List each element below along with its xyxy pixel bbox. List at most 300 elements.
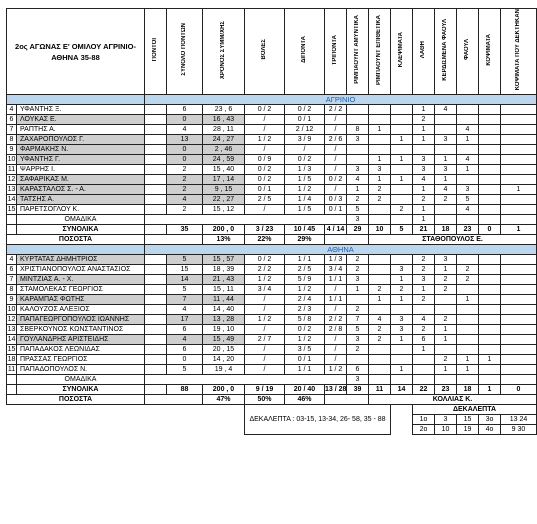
- player-name: ΜΙΝΤΖΙΑΣ Α. - Χ.: [17, 275, 145, 285]
- blank-cell: [145, 235, 203, 245]
- stat-dr: 3: [347, 215, 369, 225]
- stat-dr: [347, 105, 369, 115]
- player-number: 6: [7, 265, 17, 275]
- player-name: ΚΑΡΑΣΤΑΛΟΣ Σ. - Α.: [17, 185, 145, 195]
- stat-st: 2: [391, 205, 413, 215]
- quarter-q2: 3ο: [479, 415, 501, 425]
- stat-blr: [501, 145, 537, 155]
- pct-ft: 47%: [203, 395, 245, 405]
- player-name: ΠΑΡΕΤΣΟΓΛΟΥ Κ.: [17, 205, 145, 215]
- stat-two: 5 / 8: [285, 315, 325, 325]
- stat-fd: 1: [435, 325, 457, 335]
- total-min: 200 , 0: [203, 225, 245, 235]
- stat-or: [369, 365, 391, 375]
- total-dr: 29: [347, 225, 369, 235]
- stat-fd: 1: [435, 365, 457, 375]
- stat-two: /: [285, 145, 325, 155]
- stat-dr: 3: [347, 135, 369, 145]
- stat-or: [369, 205, 391, 215]
- stat-bl: [479, 365, 501, 375]
- stat-pts: 6: [167, 345, 203, 355]
- stat-pf: [457, 315, 479, 325]
- stat-pf: [457, 145, 479, 155]
- stat-ft: /: [245, 365, 285, 375]
- stat-two: 2 / 3: [285, 305, 325, 315]
- player-row: [7, 105, 537, 115]
- stat-bl: 1: [479, 355, 501, 365]
- team-row-label: ΟΜΑΔΙΚΑ: [17, 215, 145, 225]
- stat-pf: 2: [457, 265, 479, 275]
- stat-fd: 2: [435, 315, 457, 325]
- player-number: 9: [7, 145, 17, 155]
- stat-ft: 0 / 1: [245, 185, 285, 195]
- stat-min: 14 , 40: [203, 305, 245, 315]
- stat-dr: 6: [347, 365, 369, 375]
- player-name: ΚΥΡΤΑΤΑΣ ΔΗΜΗΤΡΙΟΣ: [17, 255, 145, 265]
- player-row: [7, 285, 537, 295]
- stat-dr: 3: [347, 165, 369, 175]
- blank-cell: [145, 215, 347, 225]
- stat-ft: 0 / 2: [245, 175, 285, 185]
- total-st: 14: [391, 385, 413, 395]
- points-cell: [145, 165, 167, 175]
- stat-st: [391, 345, 413, 355]
- player-row: [7, 275, 537, 285]
- stat-pf: [457, 255, 479, 265]
- stat-three: /: [325, 305, 347, 315]
- team-name: ΑΓΡΙΝΙΟ: [145, 95, 537, 105]
- stat-three: 2 / 2: [325, 315, 347, 325]
- stat-min: 15 , 57: [203, 255, 245, 265]
- stat-min: 24 , 59: [203, 155, 245, 165]
- stat-min: 13 , 28: [203, 315, 245, 325]
- stat-blr: [501, 265, 537, 275]
- quarter-c: [501, 425, 537, 435]
- stat-fd: 2: [435, 275, 457, 285]
- stat-three: 1 / 2: [325, 365, 347, 375]
- stat-three: /: [325, 165, 347, 175]
- stat-dr: 2: [347, 305, 369, 315]
- blank-cell: [145, 395, 203, 405]
- stat-or: 2: [369, 325, 391, 335]
- player-name: ΨΑΡΡΗΣ Ι.: [17, 165, 145, 175]
- stat-to: [413, 365, 435, 375]
- stat-to: 1: [413, 205, 435, 215]
- stat-dr: [347, 355, 369, 365]
- stat-pf: 1: [457, 295, 479, 305]
- stat-fd: [435, 205, 457, 215]
- quarter-b: 15: [457, 415, 479, 425]
- stat-pts: 5: [167, 285, 203, 295]
- stat-fd: 1: [435, 175, 457, 185]
- stat-pf: 1: [457, 165, 479, 175]
- stat-to: 1: [413, 135, 435, 145]
- blank-cell: [325, 235, 369, 245]
- total-bl: 0: [479, 225, 501, 235]
- stat-blr: [501, 175, 537, 185]
- stat-or: [369, 265, 391, 275]
- stat-min: 14 , 20: [203, 355, 245, 365]
- stat-ft: 2 / 2: [245, 265, 285, 275]
- stat-or: [369, 375, 391, 385]
- total-pts: 35: [167, 225, 203, 235]
- footer-body: [7, 405, 537, 435]
- points-cell: [145, 145, 167, 155]
- stat-min: 2 , 46: [203, 145, 245, 155]
- stat-ft: /: [245, 205, 285, 215]
- stat-to: 2: [413, 255, 435, 265]
- blank-cell: [145, 225, 167, 235]
- stat-three: 3 / 4: [325, 265, 347, 275]
- stat-or: 3: [369, 165, 391, 175]
- player-number: 14: [7, 196, 16, 204]
- stat-dr: [347, 115, 369, 125]
- stat-bl: [479, 105, 501, 115]
- player-row: [7, 165, 537, 175]
- stat-dr: 2: [347, 265, 369, 275]
- stat-min: 21 , 43: [203, 275, 245, 285]
- player-number: 11: [7, 166, 16, 174]
- stat-two: 1 / 4: [285, 195, 325, 205]
- player-row: [7, 155, 537, 165]
- stat-blr: [501, 215, 537, 225]
- stat-to: 2: [413, 195, 435, 205]
- stat-blr: [501, 135, 537, 145]
- stat-pf: [457, 215, 479, 225]
- stat-two: 2 / 5: [285, 265, 325, 275]
- stat-fd: 2: [435, 195, 457, 205]
- stat-ft: /: [245, 325, 285, 335]
- stat-st: [391, 215, 413, 225]
- player-number: 7: [7, 125, 17, 135]
- stat-fd: [435, 305, 457, 315]
- stat-ft: /: [245, 355, 285, 365]
- player-name: ΤΑΤΣΗΣ Α.: [17, 195, 145, 205]
- stat-blr: [501, 275, 537, 285]
- points-cell: [145, 295, 167, 305]
- stat-pf: [457, 325, 479, 335]
- stat-bl: [479, 285, 501, 295]
- col-header: ΧΡΟΝΟΣ ΣΥΜΜ/ΧΗΣ: [203, 9, 245, 95]
- player-row: [7, 195, 537, 205]
- stat-st: 1: [391, 175, 413, 185]
- totals-label: ΣΥΝΟΛΙΚΑ: [17, 385, 145, 395]
- points-cell: [145, 315, 167, 325]
- stat-dr: 5: [347, 325, 369, 335]
- stat-to: 3: [413, 165, 435, 175]
- stat-pts: 7: [167, 295, 203, 305]
- player-name: ΠΡΑΣΣΑΣ ΓΕΩΡΓΙΟΣ: [17, 355, 145, 365]
- stat-fd: [435, 215, 457, 225]
- stat-blr: [501, 195, 537, 205]
- col-header: ΒΟΛΕΣ: [245, 9, 285, 95]
- stat-ft: 1 / 2: [245, 315, 285, 325]
- points-cell: [145, 285, 167, 295]
- stat-dr: 7: [347, 315, 369, 325]
- points-cell: [145, 175, 167, 185]
- total-blr: 0: [501, 385, 537, 395]
- blank-cell: [7, 95, 145, 105]
- stat-min: 9 , 15: [203, 185, 245, 195]
- pct-three: 29%: [285, 235, 325, 245]
- col-header: ΚΟΨΙΜΑΤΑ: [479, 9, 501, 95]
- stat-three: /: [325, 185, 347, 195]
- points-cell: [145, 365, 167, 375]
- total-pf: 18: [457, 385, 479, 395]
- stat-two: 5 / 9: [285, 275, 325, 285]
- player-number: 8: [7, 135, 17, 145]
- stat-dr: 2: [347, 345, 369, 355]
- stat-three: 0 / 3: [325, 195, 347, 205]
- stat-min: 15 , 40: [203, 165, 245, 175]
- stat-to: 1: [413, 105, 435, 115]
- stat-to: 1: [413, 125, 435, 135]
- team-name: ΑΘΗΝΑ: [145, 245, 537, 255]
- stat-st: 1: [391, 155, 413, 165]
- totals-row: [7, 385, 537, 395]
- stat-pf: 2: [457, 275, 479, 285]
- stat-st: 1: [391, 275, 413, 285]
- stat-st: 3: [391, 325, 413, 335]
- total-min: 200 , 0: [203, 385, 245, 395]
- points-cell: [145, 195, 167, 205]
- stat-pf: [457, 345, 479, 355]
- header-row: [7, 9, 537, 95]
- stat-or: 2: [369, 335, 391, 345]
- col-header: ΔΙΠΟΝΤΑ: [285, 9, 325, 95]
- stat-two: 1 / 1: [285, 365, 325, 375]
- points-cell: [145, 155, 167, 165]
- stat-pts: 2: [167, 205, 203, 215]
- blank-cell: [325, 395, 369, 405]
- player-number: 13: [7, 186, 16, 194]
- stat-three: 2 / 6: [325, 135, 347, 145]
- player-row: [7, 125, 537, 135]
- stat-three: /: [325, 335, 347, 345]
- blank-cell: [145, 375, 347, 385]
- stat-fd: 3: [435, 135, 457, 145]
- points-cell: [145, 185, 167, 195]
- stat-ft: 0 / 2: [245, 105, 285, 115]
- totals-label: ΣΥΝΟΛΙΚΑ: [17, 225, 145, 235]
- stat-three: /: [325, 125, 347, 135]
- stat-two: 2 / 4: [285, 295, 325, 305]
- stat-st: 3: [391, 265, 413, 275]
- blank-cell: [7, 425, 245, 435]
- stat-min: 23 , 6: [203, 105, 245, 115]
- stat-two: 0 / 2: [285, 325, 325, 335]
- player-number: 13: [7, 326, 16, 334]
- box-score-table: [6, 8, 537, 435]
- stat-bl: [479, 115, 501, 125]
- stat-two: 1 / 5: [285, 175, 325, 185]
- stat-blr: [501, 285, 537, 295]
- coach-name: ΚΟΛΛΙΑΣ Κ.: [369, 395, 537, 405]
- stat-three: 0 / 2: [325, 175, 347, 185]
- stat-pts: 15: [167, 265, 203, 275]
- stat-pf: 4: [457, 155, 479, 165]
- stat-min: 11 , 44: [203, 295, 245, 305]
- player-name: ΥΦΑΝΤΗΣ Γ.: [17, 155, 145, 165]
- player-number: 12: [7, 316, 16, 324]
- total-or: 11: [369, 385, 391, 395]
- stat-two: 1 / 2: [285, 335, 325, 345]
- stat-to: [413, 355, 435, 365]
- quarter-d: 24: [519, 416, 528, 424]
- stat-st: [391, 185, 413, 195]
- stat-pts: 5: [167, 365, 203, 375]
- stat-ft: /: [245, 345, 285, 355]
- stat-or: 1: [369, 175, 391, 185]
- stat-fd: [435, 145, 457, 155]
- stat-or: [369, 305, 391, 315]
- stat-fd: [435, 115, 457, 125]
- team-stats-row: [7, 215, 537, 225]
- stat-st: [391, 195, 413, 205]
- stat-pts: 6: [167, 105, 203, 115]
- stat-blr: [501, 255, 537, 265]
- player-row: [7, 205, 537, 215]
- stat-or: 2: [369, 195, 391, 205]
- stat-st: [391, 145, 413, 155]
- stat-bl: [479, 275, 501, 285]
- stat-min: 17 , 14: [203, 175, 245, 185]
- stat-blr: [501, 325, 537, 335]
- team1-body: [7, 95, 537, 245]
- quarter-a: 10: [435, 425, 457, 435]
- stat-st: [391, 305, 413, 315]
- stat-two: 1 / 3: [285, 165, 325, 175]
- points-cell: [145, 105, 167, 115]
- stat-two: 2 / 12: [285, 125, 325, 135]
- stat-or: 4: [369, 315, 391, 325]
- quarter-c: 9: [511, 426, 516, 434]
- player-row: [7, 145, 537, 155]
- dekalepta-scores: ΔΕΚΑΛΕΠΤΑ : 03-15, 13-34, 26- 58, 35 - 88: [245, 405, 391, 435]
- player-number: 14: [7, 336, 16, 344]
- total-blr: 1: [501, 225, 537, 235]
- points-cell: [145, 325, 167, 335]
- team-heading-row: [7, 245, 537, 255]
- stat-pts: 14: [167, 275, 203, 285]
- stat-pts: 2: [167, 185, 203, 195]
- col-header: ΚΕΡΔΙΣΜΕΝΑ ΦΑΟΥΛ: [435, 9, 457, 95]
- player-number: 7: [7, 275, 17, 285]
- stat-pts: 2: [167, 165, 203, 175]
- stat-dr: 1: [347, 185, 369, 195]
- player-name: ΣΤΑΜΟΛΕΚΑΣ ΓΕΩΡΓΙΟΣ: [17, 285, 145, 295]
- player-name: ΣΒΕΡΚΟΥΝΟΣ ΚΩΝΣΤΑΝΤΙΝΟΣ: [17, 325, 145, 335]
- stat-dr: [347, 295, 369, 305]
- stat-or: [369, 215, 391, 225]
- stat-fd: 3: [435, 255, 457, 265]
- coach-name: ΣΤΑΘΟΠΟΥΛΟΣ Ε.: [369, 235, 537, 245]
- col-header: ΤΡΙΠΟΝΤΑ: [325, 9, 347, 95]
- total-or: 10: [369, 225, 391, 235]
- stat-pf: 5: [457, 195, 479, 205]
- stat-two: 0 / 2: [285, 155, 325, 165]
- stat-ft: 1 / 2: [245, 135, 285, 145]
- col-header: ΠΟΝΤΟΙ: [145, 9, 167, 95]
- player-number: 9: [7, 295, 17, 305]
- player-name: ΛΟΥΚΑΣ Ε.: [17, 115, 145, 125]
- stat-two: 3 / 5: [285, 345, 325, 355]
- player-name: ΚΑΛΟΥΖΟΣ ΑΛΕΞΙΟΣ: [17, 305, 145, 315]
- player-row: [7, 305, 537, 315]
- stat-to: [413, 145, 435, 155]
- total-ft: 3 / 23: [245, 225, 285, 235]
- points-cell: [145, 205, 167, 215]
- stat-min: 24 , 27: [203, 135, 245, 145]
- points-cell: [145, 345, 167, 355]
- stat-st: [391, 165, 413, 175]
- stat-pf: [457, 115, 479, 125]
- percent-label: ΠΟΣΟΣΤΑ: [7, 395, 145, 405]
- stat-dr: 2: [347, 255, 369, 265]
- stat-dr: 8: [347, 125, 369, 135]
- dekalepta-title: ΔΕΚΑΛΕΠΤΑ: [413, 405, 537, 415]
- stat-st: 2: [391, 285, 413, 295]
- player-row: [7, 255, 537, 265]
- stat-ft: /: [245, 125, 285, 135]
- dekalepta-row: [7, 405, 537, 415]
- total-two: 20 / 40: [285, 385, 325, 395]
- stat-pts: 4: [167, 125, 203, 135]
- stat-bl: [479, 335, 501, 345]
- stat-ft: /: [245, 305, 285, 315]
- pct-two: 50%: [245, 395, 285, 405]
- stat-pts: 4: [167, 335, 203, 345]
- stat-two: 1 / 2: [285, 285, 325, 295]
- stat-or: [369, 145, 391, 155]
- quarter-c: 13: [509, 416, 518, 424]
- stat-three: 1 / 3: [325, 255, 347, 265]
- stat-pf: [457, 175, 479, 185]
- stat-to: 4: [413, 315, 435, 325]
- stat-to: 2: [413, 115, 435, 125]
- team2-body: [7, 245, 537, 405]
- player-name: ΠΑΠΑΔΑΚΟΣ ΛΕΩΝΙΔΑΣ: [17, 345, 145, 355]
- stat-dr: [347, 155, 369, 165]
- stat-ft: 1 / 2: [245, 275, 285, 285]
- stat-bl: [479, 185, 501, 195]
- player-name: ΡΑΠΤΗΣ Α.: [17, 125, 145, 135]
- stat-blr: [501, 315, 537, 325]
- stat-to: 2: [413, 295, 435, 305]
- totals-row: [7, 225, 537, 235]
- stat-ft: /: [245, 145, 285, 155]
- stat-bl: [479, 205, 501, 215]
- stat-min: 15 , 12: [203, 205, 245, 215]
- player-row: [7, 325, 537, 335]
- stat-dr: 2: [347, 195, 369, 205]
- stat-pts: 0: [167, 115, 203, 125]
- stat-fd: [435, 295, 457, 305]
- stat-fd: [435, 125, 457, 135]
- stat-three: /: [325, 285, 347, 295]
- stat-pts: 6: [167, 325, 203, 335]
- player-number: 15: [7, 346, 16, 354]
- blank-cell: [7, 405, 245, 415]
- points-cell: [145, 275, 167, 285]
- stat-ft: 0 / 9: [245, 155, 285, 165]
- points-cell: [145, 335, 167, 345]
- player-row: [7, 315, 537, 325]
- stat-pf: [457, 335, 479, 345]
- stat-ft: /: [245, 115, 285, 125]
- stat-bl: [479, 195, 501, 205]
- player-row: [7, 175, 537, 185]
